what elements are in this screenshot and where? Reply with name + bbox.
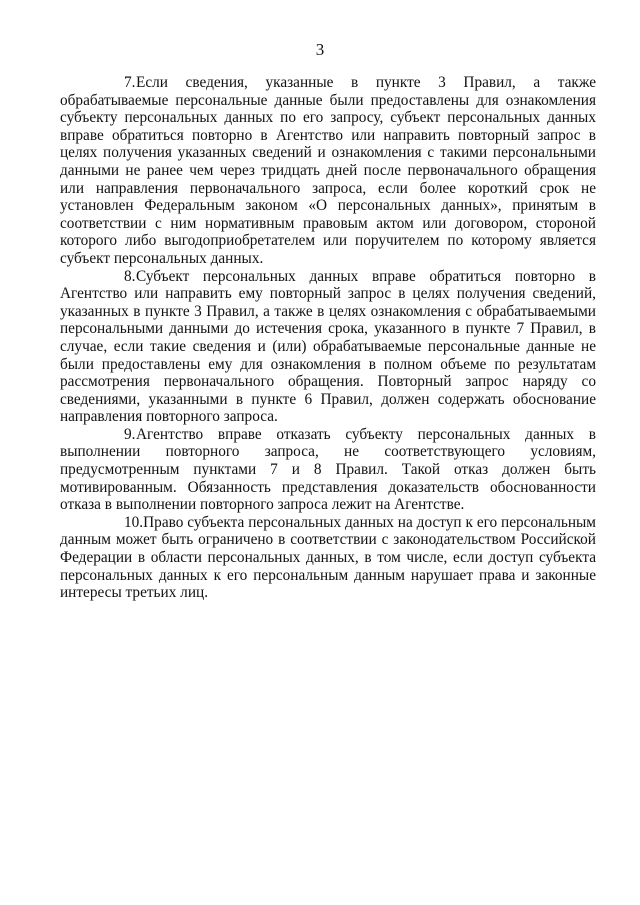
paragraph-8 <box>60 268 596 426</box>
paragraph-number: 7. <box>124 74 136 91</box>
paragraph-number: 9. <box>124 425 136 443</box>
paragraph-number: 8. <box>124 267 136 285</box>
paragraph-number: 10. <box>124 513 144 531</box>
paragraph-text: Агентство вправе отказать субъекту персональных данных в выполнении повторного запроса, не соответствующего условиям, предусмотренным пунктами 7 и 8 Правил. Такой отказ должен быть мотивированным. Обязанность представления доказательств обоснованности отказа в выполнении повторного запроса лежит на Агентстве. <box>60 425 596 514</box>
page-number: 3 <box>315 40 325 59</box>
document-body <box>60 74 596 602</box>
paragraph-10 <box>60 514 596 602</box>
paragraph-9 <box>60 426 596 514</box>
paragraph-text: Субъект персональных данных вправе обратиться повторно в Агентство или направить ему повторный запрос в целях получения сведений, указанных в пункте 3 Правил, а также в целях ознакомления с обрабатываемыми персональными данными до истечения срока, указанного в пункте 7 Правил, в случае, если такие сведения и (или) обрабатываемые персональные данные не были предоставлены ему для ознакомления в полном объеме по результатам рассмотрения первоначального обращения. Повторный запрос наряду со сведениями, указанными в пункте 6 Правил, должен содержать обоснование направления повторного запроса. <box>60 267 596 426</box>
paragraph-text: Право субъекта персональных данных на доступ к его персональным данным может быть ограничено в соответствии с законодательством Российской Федерации в области персональных данных, в том числе, если доступ субъекта персональных данных к его персональным данным нарушает права и законные интересы третьих лиц. <box>60 513 596 602</box>
paragraph-7 <box>60 74 596 268</box>
paragraph-text: Если сведения, указанные в пункте 3 Правил, а также обрабатываемые персональные данные были предоставлены для ознакомления субъекту персональных данных по его запросу, субъект персональных данных вправе обратиться повторно в Агентство или направить повторный запрос в целях получения указанных сведений и ознакомления с такими персональными данными не ранее чем через тридцать дней после первоначального обращения или направления первоначального запроса, если более короткий срок не установлен Федеральным законом «О персональных данных», принятым в соответствии с ним нормативным правовым актом или договором, стороной которого либо выгодоприобретателем или поручителем по которому является субъект персональных данных. <box>60 74 596 267</box>
